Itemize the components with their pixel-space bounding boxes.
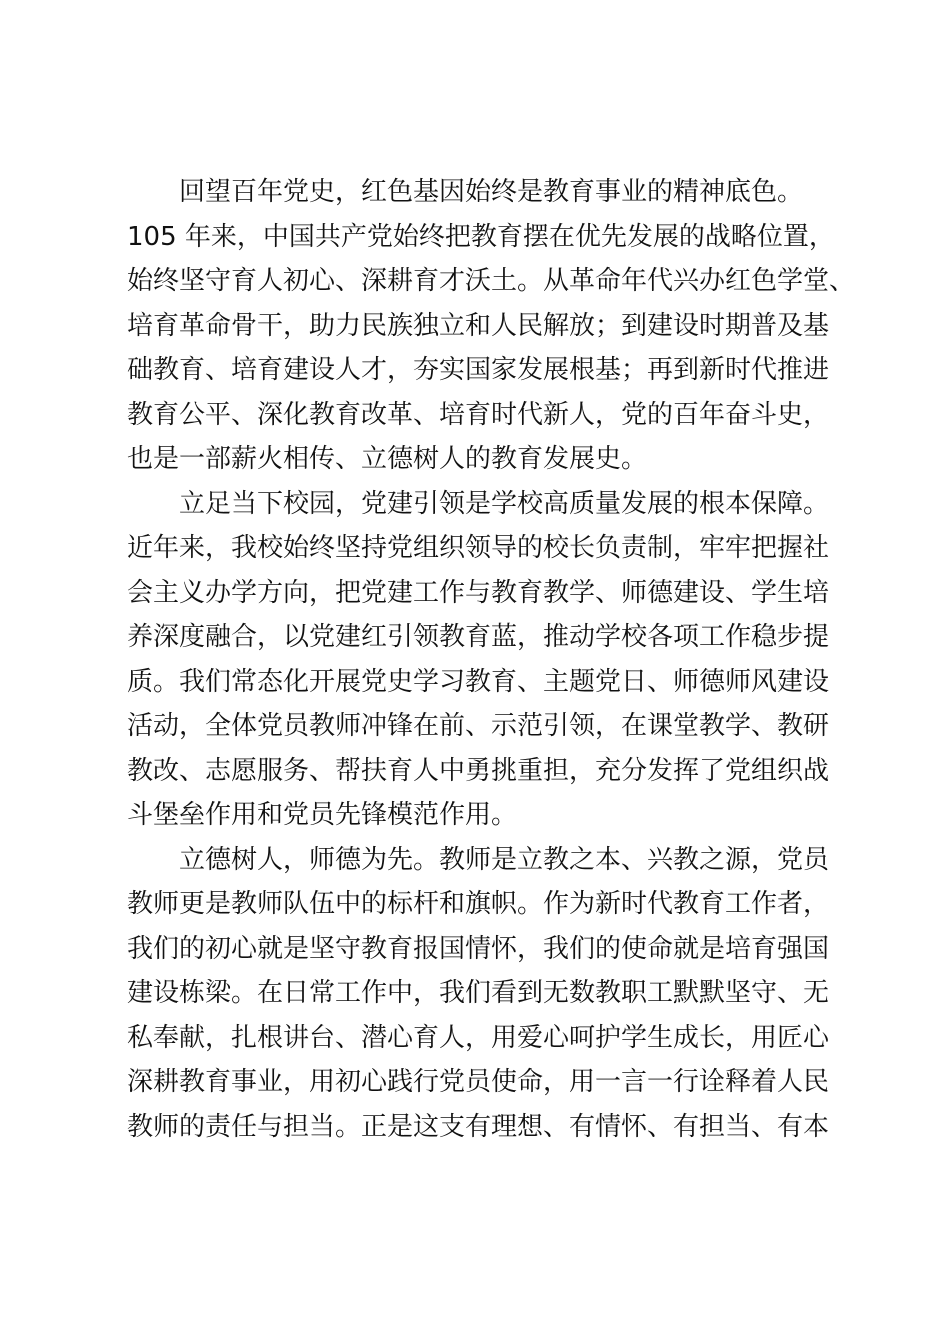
- text-line: 础教育、培育建设人才，夯实国家发展根基；再到新时代推进: [127, 355, 830, 385]
- text-line: 也是一部薪火相传、立德树人的教育发展史。: [127, 444, 648, 474]
- text-line: 质。我们常态化开展党史学习教育、主题党日、师德师风建设: [127, 666, 830, 697]
- text-line: 教改、志愿服务、帮扶育人中勇挑重担，充分发挥了党组织战: [127, 755, 830, 786]
- text-line: 立德树人，师德为先。教师是立教之本、兴教之源，党员: [179, 844, 830, 875]
- text-line: 立足当下校园，党建引领是学校高质量发展的根本保障。: [179, 488, 830, 519]
- text-line: 我们的初心就是坚守教育报国情怀，我们的使命就是培育强国: [127, 933, 830, 964]
- document-body: [127, 170, 856, 1149]
- text-line: 近年来，我校始终坚持党组织领导的校长负责制，牢牢把握社: [127, 533, 830, 563]
- text-line: 105 年来，中国共产党始终把教育摆在优先发展的战略位置，: [127, 221, 835, 252]
- text-line: 私奉献，扎根讲台、潜心育人，用爱心呵护学生成长，用匠心: [127, 1022, 830, 1053]
- text-line: 深耕教育事业，用初心践行党员使命，用一言一行诠释着人民: [127, 1067, 830, 1097]
- text-line: 回望百年党史，红色基因始终是教育事业的精神底色。: [179, 177, 804, 207]
- text-line: 斗堡垒作用和党员先锋模范作用。: [127, 800, 518, 830]
- text-line: 教师更是教师队伍中的标杆和旗帜。作为新时代教育工作者，: [127, 889, 830, 919]
- text-line: 教育公平、深化教育改革、培育时代新人，党的百年奋斗史，: [127, 399, 830, 430]
- text-line: 会主义办学方向，把党建工作与教育教学、师德建设、学生培: [127, 577, 830, 608]
- paragraph-teacher-ethics: [127, 838, 839, 1150]
- text-line: 养深度融合，以党建红引领教育蓝，推动学校各项工作稳步提: [127, 622, 830, 652]
- text-line: 培育革命骨干，助力民族独立和人民解放；到建设时期普及基: [127, 310, 830, 341]
- text-line: 建设栋梁。在日常工作中，我们看到无数教职工默默坚守、无: [127, 978, 830, 1008]
- paragraph-party-history: [127, 170, 856, 482]
- paragraph-campus-party-building: [127, 482, 839, 838]
- text-line: 教师的责任与担当。正是这支有理想、有情怀、有担当、有本: [127, 1111, 830, 1142]
- text-line: 活动，全体党员教师冲锋在前、示范引领，在课堂教学、教研: [127, 711, 830, 741]
- text-line: 始终坚守育人初心、深耕育才沃土。从革命年代兴办红色学堂、: [127, 266, 856, 296]
